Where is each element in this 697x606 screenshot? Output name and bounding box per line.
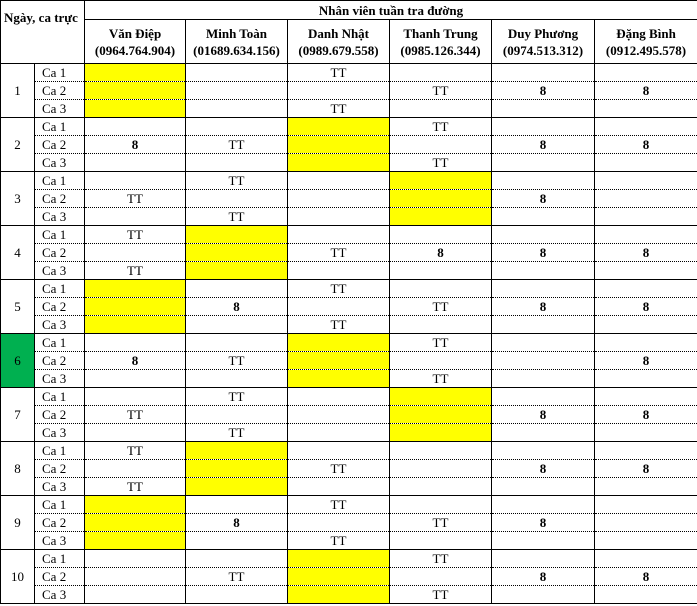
shift-row xyxy=(1,478,697,496)
duty-cell: TT xyxy=(288,64,390,82)
off-duty-cell xyxy=(390,190,492,208)
duty-cell xyxy=(492,388,595,406)
employee-name: Văn Điệp xyxy=(108,25,162,41)
duty-cell xyxy=(595,208,697,226)
shift-label: Ca 1 xyxy=(35,388,85,406)
employee-header xyxy=(390,20,492,64)
day-number: 5 xyxy=(1,280,35,334)
duty-cell xyxy=(390,316,492,334)
day-number: 8 xyxy=(1,442,35,496)
duty-cell: 8 xyxy=(186,298,288,316)
off-duty-cell xyxy=(390,406,492,424)
duty-cell xyxy=(186,190,288,208)
off-duty-cell xyxy=(85,280,186,298)
employee-header xyxy=(186,20,288,64)
off-duty-cell xyxy=(288,550,390,568)
duty-cell xyxy=(390,226,492,244)
off-duty-cell xyxy=(186,226,288,244)
shift-row xyxy=(1,226,697,244)
duty-cell: TT xyxy=(288,496,390,514)
employee-name: Thanh Trung xyxy=(403,25,478,41)
shift-label: Ca 3 xyxy=(35,208,85,226)
shift-row xyxy=(1,586,697,604)
shift-row xyxy=(1,334,697,352)
shift-row xyxy=(1,388,697,406)
duty-cell: 8 xyxy=(595,406,697,424)
duty-cell: TT xyxy=(85,478,186,496)
duty-cell: 8 xyxy=(595,568,697,586)
employee-phone: (01689.634.156) xyxy=(193,42,280,58)
shift-label: Ca 2 xyxy=(35,82,85,100)
duty-cell xyxy=(288,298,390,316)
duty-cell xyxy=(595,532,697,550)
duty-cell: TT xyxy=(85,262,186,280)
duty-cell xyxy=(186,82,288,100)
employee-phone: (0989.679.558) xyxy=(298,42,379,58)
duty-cell xyxy=(595,100,697,118)
duty-cell: TT xyxy=(85,226,186,244)
duty-cell xyxy=(186,100,288,118)
shift-label: Ca 2 xyxy=(35,406,85,424)
duty-cell xyxy=(85,460,186,478)
duty-cell xyxy=(85,118,186,136)
shift-row xyxy=(1,154,697,172)
duty-cell xyxy=(85,208,186,226)
duty-cell xyxy=(186,64,288,82)
duty-cell: 8 xyxy=(595,460,697,478)
day-number: 1 xyxy=(1,64,35,118)
duty-cell xyxy=(595,334,697,352)
duty-cell xyxy=(85,568,186,586)
corner-label: Ngày, ca trực xyxy=(1,1,85,64)
duty-cell xyxy=(595,478,697,496)
employee-header xyxy=(288,20,390,64)
shift-row xyxy=(1,514,697,532)
duty-cell xyxy=(492,208,595,226)
shift-label: Ca 1 xyxy=(35,64,85,82)
duty-cell xyxy=(595,586,697,604)
duty-cell xyxy=(492,100,595,118)
duty-cell: TT xyxy=(186,568,288,586)
off-duty-cell xyxy=(186,262,288,280)
duty-cell xyxy=(186,334,288,352)
duty-cell xyxy=(186,118,288,136)
duty-cell: TT xyxy=(186,208,288,226)
duty-cell xyxy=(595,388,697,406)
duty-cell: TT xyxy=(186,424,288,442)
shift-label: Ca 2 xyxy=(35,568,85,586)
employee-header xyxy=(595,20,697,64)
duty-cell: 8 xyxy=(492,406,595,424)
off-duty-cell xyxy=(288,568,390,586)
shift-label: Ca 3 xyxy=(35,478,85,496)
duty-cell xyxy=(186,154,288,172)
duty-cell xyxy=(390,532,492,550)
shift-row xyxy=(1,172,697,190)
shift-row xyxy=(1,442,697,460)
shift-row xyxy=(1,370,697,388)
shift-label: Ca 3 xyxy=(35,262,85,280)
duty-cell: 8 xyxy=(492,190,595,208)
shift-row xyxy=(1,64,697,82)
duty-cell: TT xyxy=(390,370,492,388)
shift-label: Ca 1 xyxy=(35,496,85,514)
employee-header xyxy=(492,20,595,64)
duty-cell xyxy=(288,388,390,406)
off-duty-cell xyxy=(186,442,288,460)
shift-label: Ca 1 xyxy=(35,118,85,136)
employee-header xyxy=(85,20,186,64)
off-duty-cell xyxy=(288,334,390,352)
duty-cell: TT xyxy=(85,442,186,460)
day-number: 4 xyxy=(1,226,35,280)
duty-cell xyxy=(390,496,492,514)
duty-cell: 8 xyxy=(492,514,595,532)
shift-row xyxy=(1,298,697,316)
duty-cell xyxy=(186,370,288,388)
off-duty-cell xyxy=(288,154,390,172)
duty-cell: 8 xyxy=(85,136,186,154)
shift-label: Ca 1 xyxy=(35,172,85,190)
shift-label: Ca 3 xyxy=(35,100,85,118)
duty-cell xyxy=(85,550,186,568)
shift-row xyxy=(1,208,697,226)
duty-cell: 8 xyxy=(492,244,595,262)
off-duty-cell xyxy=(85,514,186,532)
duty-cell xyxy=(390,262,492,280)
duty-cell: TT xyxy=(85,190,186,208)
duty-cell xyxy=(186,532,288,550)
duty-cell: 8 xyxy=(595,352,697,370)
duty-cell xyxy=(186,550,288,568)
shift-label: Ca 1 xyxy=(35,550,85,568)
duty-cell: TT xyxy=(288,460,390,478)
shift-row xyxy=(1,496,697,514)
duty-cell xyxy=(390,352,492,370)
duty-cell: TT xyxy=(85,406,186,424)
shift-label: Ca 3 xyxy=(35,586,85,604)
duty-cell xyxy=(595,550,697,568)
duty-cell: 8 xyxy=(492,136,595,154)
shift-label: Ca 2 xyxy=(35,460,85,478)
duty-cell xyxy=(85,334,186,352)
day-number: 7 xyxy=(1,388,35,442)
duty-cell xyxy=(492,478,595,496)
shift-row xyxy=(1,424,697,442)
duty-cell xyxy=(186,496,288,514)
duty-cell xyxy=(492,550,595,568)
duty-cell: TT xyxy=(390,334,492,352)
duty-cell xyxy=(288,226,390,244)
duty-cell xyxy=(492,442,595,460)
off-duty-cell xyxy=(85,532,186,550)
duty-cell xyxy=(390,64,492,82)
shift-row xyxy=(1,460,697,478)
duty-cell xyxy=(390,460,492,478)
shift-row xyxy=(1,550,697,568)
shift-label: Ca 3 xyxy=(35,532,85,550)
shift-label: Ca 2 xyxy=(35,298,85,316)
shift-label: Ca 1 xyxy=(35,226,85,244)
duty-cell xyxy=(186,586,288,604)
off-duty-cell xyxy=(288,136,390,154)
shift-label: Ca 3 xyxy=(35,154,85,172)
duty-cell xyxy=(492,370,595,388)
duty-cell: 8 xyxy=(492,568,595,586)
duty-cell xyxy=(595,64,697,82)
duty-cell xyxy=(288,82,390,100)
employee-name: Danh Nhật xyxy=(307,25,370,41)
duty-cell xyxy=(390,280,492,298)
duty-cell xyxy=(492,586,595,604)
off-duty-cell xyxy=(85,82,186,100)
off-duty-cell xyxy=(85,496,186,514)
shift-label: Ca 2 xyxy=(35,514,85,532)
off-duty-cell xyxy=(186,460,288,478)
off-duty-cell xyxy=(390,208,492,226)
duty-cell xyxy=(595,172,697,190)
duty-cell xyxy=(492,280,595,298)
day-number: 10 xyxy=(1,550,35,604)
duty-cell xyxy=(595,226,697,244)
duty-cell xyxy=(492,334,595,352)
duty-cell xyxy=(85,424,186,442)
shift-label: Ca 2 xyxy=(35,352,85,370)
day-number: 2 xyxy=(1,118,35,172)
off-duty-cell xyxy=(288,118,390,136)
duty-cell: TT xyxy=(390,586,492,604)
off-duty-cell xyxy=(288,586,390,604)
shift-row xyxy=(1,406,697,424)
day-number: 3 xyxy=(1,172,35,226)
duty-cell xyxy=(288,172,390,190)
duty-cell xyxy=(492,352,595,370)
group-title: Nhân viên tuần tra đường xyxy=(85,1,697,20)
duty-cell xyxy=(492,496,595,514)
shift-label: Ca 3 xyxy=(35,316,85,334)
duty-cell xyxy=(492,532,595,550)
duty-cell xyxy=(595,118,697,136)
duty-cell xyxy=(492,316,595,334)
duty-cell xyxy=(288,424,390,442)
duty-cell: TT xyxy=(390,550,492,568)
duty-cell xyxy=(390,100,492,118)
employee-phone: (0912.495.578) xyxy=(605,42,687,58)
shift-row xyxy=(1,280,697,298)
duty-cell xyxy=(595,442,697,460)
shift-row xyxy=(1,100,697,118)
duty-cell xyxy=(186,316,288,334)
shift-row xyxy=(1,118,697,136)
duty-cell xyxy=(492,262,595,280)
duty-cell: 8 xyxy=(492,298,595,316)
duty-cell xyxy=(595,496,697,514)
duty-cell xyxy=(492,172,595,190)
duty-cell: 8 xyxy=(186,514,288,532)
schedule-body xyxy=(1,64,697,604)
duty-cell xyxy=(595,514,697,532)
duty-cell: 8 xyxy=(492,82,595,100)
duty-cell xyxy=(85,172,186,190)
duty-cell: 8 xyxy=(492,460,595,478)
off-duty-cell xyxy=(288,352,390,370)
employee-header-row xyxy=(1,20,697,64)
employee-name: Minh Toàn xyxy=(205,25,268,41)
duty-cell xyxy=(492,64,595,82)
shift-label: Ca 1 xyxy=(35,334,85,352)
duty-cell xyxy=(595,154,697,172)
duty-cell: 8 xyxy=(390,244,492,262)
duty-cell xyxy=(288,208,390,226)
shift-label: Ca 2 xyxy=(35,190,85,208)
duty-cell xyxy=(85,154,186,172)
duty-cell xyxy=(186,280,288,298)
duty-cell: 8 xyxy=(595,136,697,154)
duty-cell xyxy=(85,370,186,388)
duty-cell xyxy=(595,190,697,208)
off-duty-cell xyxy=(390,424,492,442)
duty-cell: TT xyxy=(288,244,390,262)
duty-cell xyxy=(492,424,595,442)
duty-cell xyxy=(492,226,595,244)
duty-cell xyxy=(390,136,492,154)
employee-phone: (0964.764.904) xyxy=(94,42,176,58)
duty-cell xyxy=(595,370,697,388)
duty-cell xyxy=(288,514,390,532)
shift-label: Ca 2 xyxy=(35,136,85,154)
duty-cell: TT xyxy=(390,118,492,136)
duty-cell: 8 xyxy=(85,352,186,370)
off-duty-cell xyxy=(186,244,288,262)
duty-cell xyxy=(288,406,390,424)
duty-cell: TT xyxy=(288,100,390,118)
shift-row xyxy=(1,262,697,280)
duty-cell: TT xyxy=(390,298,492,316)
off-duty-cell xyxy=(85,100,186,118)
off-duty-cell xyxy=(85,298,186,316)
duty-cell: TT xyxy=(186,352,288,370)
employee-phone: (0974.513.312) xyxy=(502,42,584,58)
shift-label: Ca 1 xyxy=(35,280,85,298)
duty-cell: TT xyxy=(390,154,492,172)
shift-label: Ca 1 xyxy=(35,442,85,460)
duty-cell xyxy=(288,442,390,460)
off-duty-cell xyxy=(186,478,288,496)
duty-cell: TT xyxy=(186,136,288,154)
duty-cell xyxy=(288,478,390,496)
duty-cell: TT xyxy=(390,514,492,532)
shift-row xyxy=(1,316,697,334)
duty-cell: 8 xyxy=(595,298,697,316)
duty-cell xyxy=(85,586,186,604)
shift-row xyxy=(1,244,697,262)
duty-cell: 8 xyxy=(595,244,697,262)
duty-cell xyxy=(492,118,595,136)
employee-phone: (0985.126.344) xyxy=(400,42,481,58)
duty-cell xyxy=(186,406,288,424)
duty-cell xyxy=(390,478,492,496)
duty-cell: TT xyxy=(288,532,390,550)
duty-cell: TT xyxy=(288,280,390,298)
off-duty-cell xyxy=(390,172,492,190)
shift-row xyxy=(1,190,697,208)
duty-cell xyxy=(390,442,492,460)
duty-cell xyxy=(595,262,697,280)
shift-row xyxy=(1,136,697,154)
duty-cell xyxy=(85,388,186,406)
shift-label: Ca 2 xyxy=(35,244,85,262)
duty-cell xyxy=(85,244,186,262)
shift-label: Ca 3 xyxy=(35,424,85,442)
day-number: 9 xyxy=(1,496,35,550)
duty-cell: TT xyxy=(288,316,390,334)
day-number: 6 xyxy=(1,334,35,388)
duty-cell: TT xyxy=(186,172,288,190)
duty-cell xyxy=(288,190,390,208)
off-duty-cell xyxy=(288,370,390,388)
shift-row xyxy=(1,568,697,586)
shift-row xyxy=(1,352,697,370)
employee-name: Đặng Bình xyxy=(616,25,676,41)
duty-cell xyxy=(288,262,390,280)
duty-cell xyxy=(595,424,697,442)
duty-cell xyxy=(492,154,595,172)
employee-name: Duy Phương xyxy=(507,25,579,41)
shift-row xyxy=(1,532,697,550)
off-duty-cell xyxy=(390,388,492,406)
duty-cell: 8 xyxy=(595,82,697,100)
off-duty-cell xyxy=(85,64,186,82)
duty-cell: TT xyxy=(186,388,288,406)
shift-row xyxy=(1,82,697,100)
duty-cell: TT xyxy=(390,82,492,100)
duty-cell xyxy=(595,316,697,334)
duty-cell xyxy=(390,568,492,586)
off-duty-cell xyxy=(85,316,186,334)
duty-cell xyxy=(595,280,697,298)
shift-label: Ca 3 xyxy=(35,370,85,388)
